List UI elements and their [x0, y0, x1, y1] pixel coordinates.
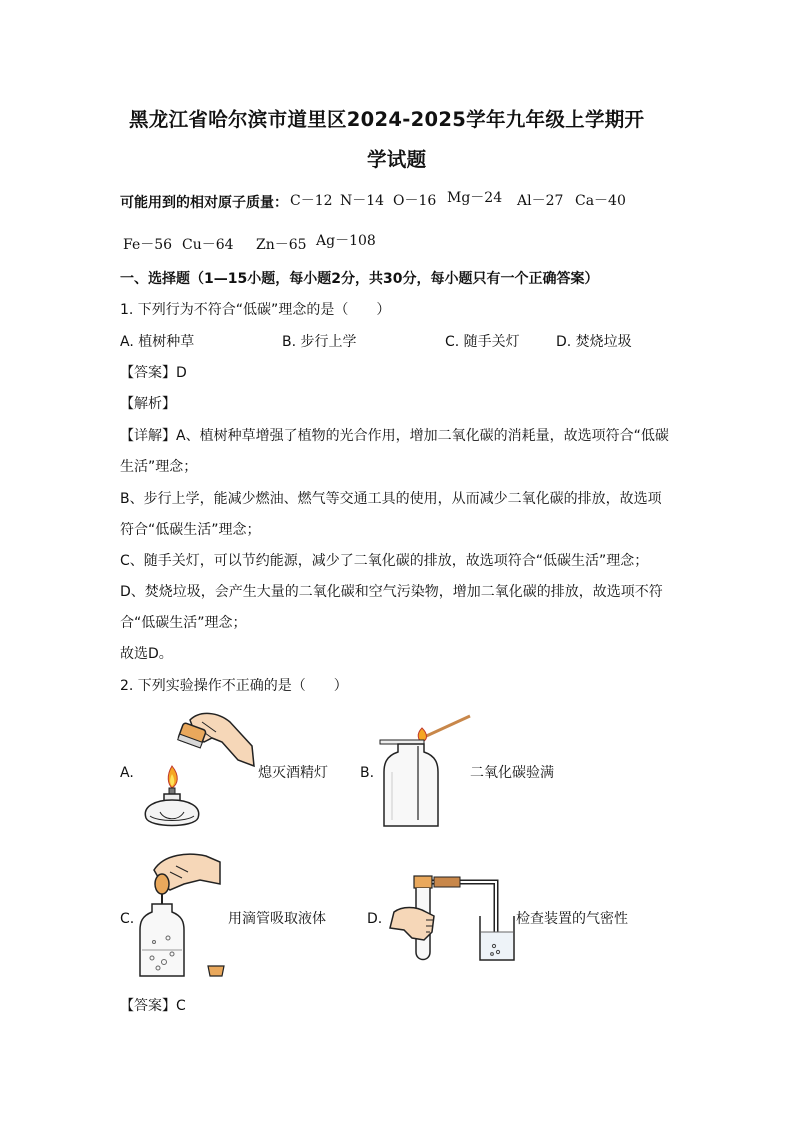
q1-answer: 【答案】D	[120, 365, 187, 381]
q1-detail-line: 合“低碳生活”理念；	[120, 615, 247, 631]
page-title-line2: 学试题	[367, 148, 427, 171]
q1-option-c: C. 随手关灯	[445, 334, 520, 350]
q2-option-c-caption: 用滴管吸取液体	[228, 911, 326, 927]
q2-stem: 2. 下列实验操作不正确的是（ ）	[120, 678, 348, 694]
atomic-mass-label: 可能用到的相对原子质量：	[120, 195, 288, 211]
atomic-mass-mg: Mg－24	[447, 190, 503, 206]
q1-option-b: B. 步行上学	[282, 334, 357, 350]
q2-option-d-letter: D.	[367, 911, 383, 927]
q2-option-a-letter: A.	[120, 765, 134, 781]
section-heading: 一、选择题（1—15小题，每小题2分，共30分，每小题只有一个正确答案）	[120, 271, 599, 287]
q1-analysis-label: 【解析】	[120, 396, 176, 412]
page-title-line1: 黑龙江省哈尔滨市道里区2024-2025学年九年级上学期开	[129, 108, 645, 131]
q1-stem: 1. 下列行为不符合“低碳”理念的是（ ）	[120, 302, 391, 318]
atomic-mass-cu: Cu－64	[182, 237, 234, 253]
atomic-mass-c: C－12	[290, 193, 333, 209]
atomic-mass-ca: Ca－40	[575, 193, 626, 209]
q1-option-d: D. 焚烧垃圾	[556, 334, 632, 350]
q2-option-c-letter: C.	[120, 911, 135, 927]
q1-detail-line: 【详解】A、植树种草增强了植物的光合作用，增加二氧化碳的消耗量，故选项符合“低碳	[120, 428, 669, 444]
atomic-mass-zn: Zn－65	[256, 237, 307, 253]
gas-bottle-match-icon	[378, 712, 474, 832]
q1-detail-line: B、步行上学，能减少燃油、燃气等交通工具的使用，从而减少二氧化碳的排放，故选项	[120, 491, 662, 507]
alcohol-lamp-cap-icon	[138, 708, 256, 832]
q1-option-a: A. 植树种草	[120, 334, 195, 350]
atomic-mass-n: N－14	[340, 193, 385, 209]
q1-detail-line: C、随手关灯，可以节约能源，减少了二氧化碳的排放，故选项符合“低碳生活”理念；	[120, 553, 649, 569]
q1-detail-line: 故选D。	[120, 646, 173, 662]
atomic-mass-al: Al－27	[517, 193, 564, 209]
airtightness-check-icon	[386, 872, 516, 964]
q2-option-d-caption: 检查装置的气密性	[516, 911, 628, 927]
atomic-mass-fe: Fe－56	[123, 237, 173, 253]
q2-option-b-letter: B.	[360, 765, 375, 781]
q2-option-b-caption: 二氧化碳验满	[470, 765, 554, 781]
dropper-bottle-icon	[140, 850, 232, 982]
q2-answer: 【答案】C	[120, 998, 186, 1014]
q2-option-a-caption: 熄灭酒精灯	[258, 765, 328, 781]
q1-detail-line: 符合“低碳生活”理念；	[120, 522, 261, 538]
atomic-mass-ag: Ag－108	[316, 233, 376, 249]
atomic-mass-o: O－16	[393, 193, 437, 209]
q1-detail-line: D、焚烧垃圾，会产生大量的二氧化碳和空气污染物，增加二氧化碳的排放，故选项不符	[120, 584, 663, 600]
q1-detail-line: 生活”理念；	[120, 459, 198, 475]
